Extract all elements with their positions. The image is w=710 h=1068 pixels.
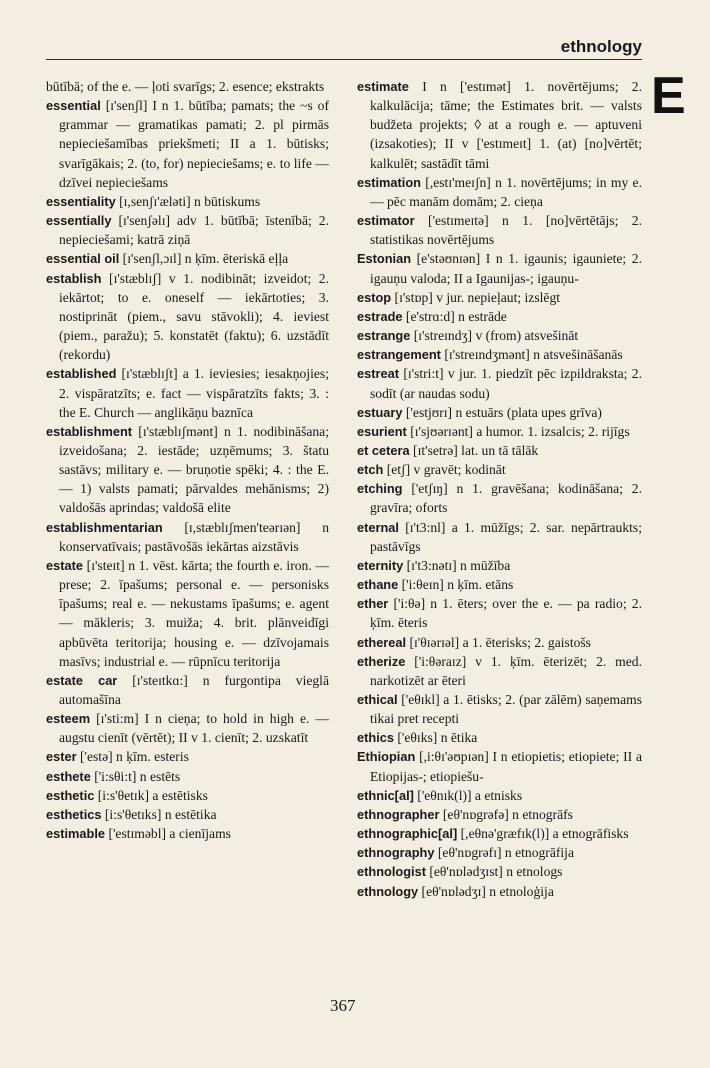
dictionary-entry [357,403,642,422]
dictionary-entry [357,652,642,690]
entry-definition: [ɪ'senʃl] I n 1. būtība; pamats; the ~s of grammar — gramatikas pamati; 2. pl pirmās nepieciešamības priekšmeti; II a 1. būtisks; svarīgākais; 2. (to, for) nepieciešams; e. to life — dzīvei nepieciešams [59,98,329,190]
entry-headword: established [46,366,117,382]
entry-definition: [ɪ'sjʊərɪənt] a humor. 1. izsalcis; 2. rijīgs [406,423,630,439]
entry-definition: ['estə] n ķīm. esteris [76,749,189,765]
entry-headword: Estonian [357,251,412,267]
dictionary-entry [357,690,642,728]
dictionary-entry [357,824,642,843]
dictionary-entry [357,479,642,517]
entry-headword: esthetics [46,806,102,822]
entry-definition: [ɪt'setrə] lat. un tā tālāk [409,442,539,458]
section-letter: E [651,67,686,125]
entry-definition: I n ['estɪmət] 1. novērtējums; 2. kalkulācija; tāme; the Estimates brit. — valsts budžeta projekts; ◊ at a rough e. — aptuveni (izsakoties); II v ['estɪmeɪt] 1. (at) [no]vērtēt; kalkulēt; sastādīt tāmi [370,79,642,171]
entry-definition: [,estɪ'meɪʃn] n 1. novērtējums; in my e. — pēc manām domām; 2. cieņa [370,174,642,209]
dictionary-entry [46,786,329,805]
entry-headword: estimator [357,213,415,229]
dictionary-entry [357,441,642,460]
entry-headword: ethnology [357,883,419,899]
entry-definition: [ɪ't3:nl] a 1. mūžīgs; 2. sar. nepārtraukts; pastāvīgs [370,519,642,554]
dictionary-entry [357,422,642,441]
page-number: 367 [330,996,356,1015]
entry-definition: [eθ'nɒlədʒɪst] n etnologs [425,864,563,880]
dictionary-entry [357,805,642,824]
entry-definition: [ɪ'θɪərɪəl] a 1. ēterisks; 2. gaistošs [406,634,591,650]
entry-definition: [,eθnə'græfɪk(l)] a etnogrāfisks [457,826,629,842]
dictionary-entry [46,269,329,365]
dictionary-entry [46,192,329,211]
entry-definition: [i:s'θetɪks] n estētika [101,806,217,822]
dictionary-entry [357,594,642,632]
entry-headword: etch [357,462,384,478]
dictionary-entry [357,77,642,173]
dictionary-entry [357,843,642,862]
entry-definition: ['i:θeɪn] n ķīm. etāns [398,577,514,593]
entry-definition: ['i:sθi:t] n estēts [90,768,181,784]
dictionary-entry [357,728,642,747]
entry-definition: [e'strɑ:d] n estrāde [402,308,507,324]
entry-headword: establishmentarian [46,519,163,535]
entry-definition: [eθ'nɒlədʒɪ] n etnoloģija [418,883,554,899]
entry-headword: essentiality [46,193,116,209]
dictionary-entry [357,747,642,785]
entry-headword: ethnographic[al] [357,826,458,842]
entry-definition: [ɪ't3:nətɪ] n mūžība [403,557,511,573]
entry-definition: ['etʃɪŋ] n 1. gravēšana; kodināšana; 2. gravīra; oforts [370,481,642,516]
entry-headword: ethical [357,692,398,707]
entry-headword: etching [357,481,403,497]
entry-definition: [ɪ'sti:m] I n cieņa; to hold in high e. — augstu cienīt (vērtēt); II v 1. cienīt; 2. uzskatīt [59,711,329,746]
entry-headword: ethics [357,730,394,746]
right-column [357,77,642,901]
dictionary-entry [357,326,642,345]
entry-definition: ['estjʊrɪ] n estuārs (plata upes grīva) [402,404,602,420]
dictionary-entry [357,249,642,287]
dictionary-entry [46,556,329,671]
entry-headword: ethane [357,577,399,593]
dictionary-entry [357,518,642,556]
entry-headword: estimable [46,826,106,842]
entry-headword: ethnography [357,845,435,861]
dictionary-entry [46,805,329,824]
entry-definition: [ɪ'streɪndʒ] v (from) atsvešināt [410,328,579,344]
dictionary-entry [357,460,642,479]
entry-definition: [ɪ,stæblɪʃmen'teərɪən] n konservatīvais; pastāvošās iekārtas aizstāvis [59,519,329,554]
dictionary-entry [46,77,329,96]
entry-definition: ['eθnɪk(l)] a etnisks [413,787,523,803]
dictionary-entry [357,575,642,594]
entry-definition: [ɪ'senʃl,ɔɪl] n ķīm. ēteriskā eļļa [119,251,289,267]
dictionary-entry [46,824,329,843]
entry-headword: establish [46,270,102,286]
entry-headword: eternity [357,557,404,573]
dictionary-entry [357,211,642,249]
dictionary-entry [46,211,329,249]
entry-definition: [,i:θɪ'əʊpɪən] I n etiopietis; etiopiete; II a Etiopijas-; etiopiešu- [370,749,642,784]
entry-headword: estate [46,557,83,573]
dictionary-entry [46,518,329,556]
dictionary-entry [46,709,329,747]
dictionary-entry [357,307,642,326]
entry-headword: estrange [357,328,411,344]
dictionary-entry [46,364,329,421]
dictionary-entry [357,862,642,881]
entry-headword: ethereal [357,634,407,650]
entry-headword: ethnographer [357,806,440,822]
entry-headword: esthete [46,768,91,784]
dictionary-entry [46,671,329,709]
entry-definition: [ɪ'stri:t] v jur. 1. piedzīt pēc izpildraksta; 2. sodīt (ar naudas sodu) [370,366,642,401]
entry-headword: essentially [46,213,112,229]
entry-definition: ['i:θə] n 1. ēters; over the e. — pa radio; 2. ķīm. ēteris [370,596,642,631]
entry-definition: [ɪ,senʃɪ'æləti] n būtiskums [115,193,261,209]
entry-headword: essential [46,98,101,114]
entry-headword: estimation [357,174,421,190]
entry-definition: ['estɪməbl] a cienījams [105,826,231,842]
dictionary-entry [357,173,642,211]
entry-headword: eternal [357,519,399,535]
entry-headword: essential oil [46,251,120,267]
entry-definition: [etʃ] v gravēt; kodināt [383,462,506,478]
entry-headword: ethnic[al] [357,787,414,803]
dictionary-entry [357,556,642,575]
entry-headword: esurient [357,423,407,439]
entry-definition: [i:s'θetɪk] a estētisks [94,787,208,803]
dictionary-entry [357,786,642,805]
entry-definition: ['estɪmeɪtə] n 1. [no]vērtētājs; 2. statistikas novērtējums [370,213,642,248]
entry-definition: [ɪ'stæblɪʃmənt] n 1. nodibināšana; izveidošana; 2. iestāde; uzņēmums; 3. štatu sastāvs; military e. — bruņotie spēki; 4. : the E. — 1) valsts pamati; pārvaldes mehānisms; 2) valdošās aprindas; valdošā elite [59,423,329,516]
entry-definition: [eθ'nɒgrəfə] n etnogrāfs [439,806,573,822]
dictionary-entry [357,882,642,901]
entry-definition: ['i:θəraɪz] v 1. ķīm. ēterizēt; 2. med. narkotizēt ar ēteri [370,653,642,688]
entry-headword: estop [357,289,392,305]
entry-definition: [e'stəʊnɪən] I n 1. igaunis; igauniete; 2. igauņu valoda; II a Igaunijas-; igauņu- [370,251,642,286]
entry-headword: ethnologist [357,864,426,880]
entry-definition: [eθ'nɒgrəfɪ] n etnogrāfija [434,845,574,861]
entry-headword: esthetic [46,787,95,803]
header-rule [46,59,642,60]
entry-headword: estrangement [357,347,441,363]
entry-headword: esteem [46,711,91,727]
dictionary-entry [357,345,642,364]
dictionary-entry [46,422,329,518]
entry-definition: ['eθɪks] n ētika [394,730,478,746]
entry-headword: estimate [357,79,409,94]
entry-headword: ester [46,749,77,765]
entry-headword: estreat [357,366,399,382]
entry-definition: [ɪ'streɪndʒmənt] n atsvešināšanās [440,347,623,363]
dictionary-entry [46,747,329,766]
entry-headword: estuary [357,404,403,420]
dictionary-entry [46,249,329,268]
entry-definition: [ɪ'stæblɪʃ] v 1. nodibināt; izveidot; 2. iekārtot; to e. oneself — iekārtoties; 3. nostiprināt (piem., savu stāvokli); 4. ieviest (piem., paražu); 5. konstatēt (faktu); 6. uzstādīt (rekordu) [59,270,329,363]
entry-headword: Ethiopian [357,749,416,765]
entry-definition: ['eθɪkl] a 1. ētisks; 2. (par zālēm) saņemams tikai pret recepti [370,692,642,727]
entry-headword: ether [357,596,389,612]
dictionary-entry [357,364,642,402]
dictionary-entry [46,96,329,192]
entry-definition: [ɪ'stɒp] v jur. nepieļaut; izslēgt [391,289,561,305]
entry-headword: et cetera [357,442,410,458]
entry-headword: establishment [46,423,133,439]
entry-definition: [ɪ'stæblɪʃt] a 1. ieviesies; iesakņojies; 2. vispāratzīts; e. fact — vispāratzīts fakts; 3. : the E. Church — anglikāņu baznīca [59,366,329,420]
entry-headword: estate car [46,672,118,688]
dictionary-entry [357,288,642,307]
dictionary-entry [357,633,642,652]
entry-definition: [ɪ'steɪt] n 1. vēst. kārta; the fourth e. iron. — prese; 2. īpašums; personal e. — personisks īpašums; real e. — nekustams īpašums; e. agent — mākleris; 3. muiža; 4. brit. plānveidīgi apbūvēta teritorija; housing e. — dzīvojamais masīvs; industrial e. — rūpnīcu teritorija [59,557,329,669]
dictionary-entry [46,767,329,786]
running-head: ethnology [560,37,642,56]
entry-definition: būtībā; of the e. — ļoti svarīgs; 2. esence; ekstrakts [46,79,325,94]
entry-definition: [ɪ'steɪtkɑ:] n furgontipa vieglā automašīna [59,672,329,707]
entry-definition: [ɪ'senʃəlɪ] adv 1. būtībā; īstenībā; 2. nepieciešami; katrā ziņā [59,213,329,248]
left-column [46,77,329,843]
entry-headword: etherize [357,653,406,669]
entry-headword: estrade [357,308,403,324]
